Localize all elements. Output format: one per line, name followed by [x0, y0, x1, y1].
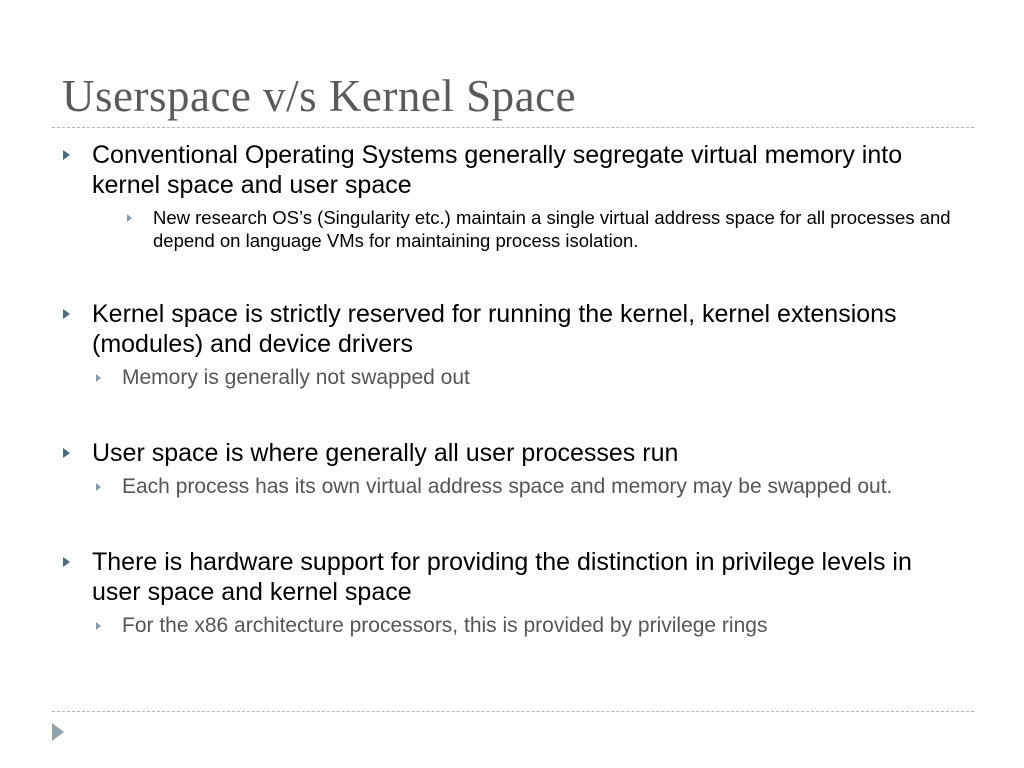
bullet-group [60, 140, 960, 252]
triangle-right-icon [96, 374, 101, 382]
bullet-item [60, 547, 960, 607]
bullet-item [60, 438, 960, 468]
bullet-text: User space is where generally all user processes run [92, 439, 679, 467]
bullet-item [60, 299, 960, 359]
bullet-text: Kernel space is strictly reserved for running the kernel, kernel extensions (modules) and device drivers [92, 300, 897, 358]
slide-content [60, 140, 960, 640]
triangle-right-icon [63, 309, 70, 319]
bullet-text: Conventional Operating Systems generally segregate virtual memory into kernel space and user space [92, 141, 903, 199]
triangle-right-icon [96, 622, 101, 630]
triangle-right-icon [63, 557, 70, 567]
triangle-right-icon [96, 483, 101, 491]
sub-bullet-item [60, 364, 960, 392]
sub-bullet-text: Each process has its own virtual address space and memory may be swapped out. [122, 475, 893, 498]
slide-title: Userspace v/s Kernel Space [62, 71, 577, 121]
triangle-right-icon [127, 214, 132, 222]
sub-bullet-text: New research OS’s (Singularity etc.) maintain a single virtual address space for all processes and depend on language VMs for maintaining process isolation. [153, 207, 951, 251]
bullet-item [60, 140, 960, 200]
title-divider [52, 127, 974, 128]
sub-bullet-item [60, 612, 960, 640]
sub-bullet-item [60, 473, 960, 501]
sub-bullet-text: For the x86 architecture processors, this is provided by privilege rings [122, 614, 768, 637]
triangle-right-icon [63, 448, 70, 458]
bullet-group [60, 438, 960, 501]
bullet-group [60, 547, 960, 640]
sub-bullet-item [60, 206, 960, 252]
sub-bullet-text: Memory is generally not swapped out [122, 366, 470, 389]
next-slide-icon[interactable] [52, 723, 64, 741]
bullet-text: There is hardware support for providing the distinction in privilege levels in user space and kernel space [92, 548, 912, 606]
triangle-right-icon [63, 150, 70, 160]
footer-divider [52, 711, 974, 712]
bullet-group [60, 299, 960, 392]
